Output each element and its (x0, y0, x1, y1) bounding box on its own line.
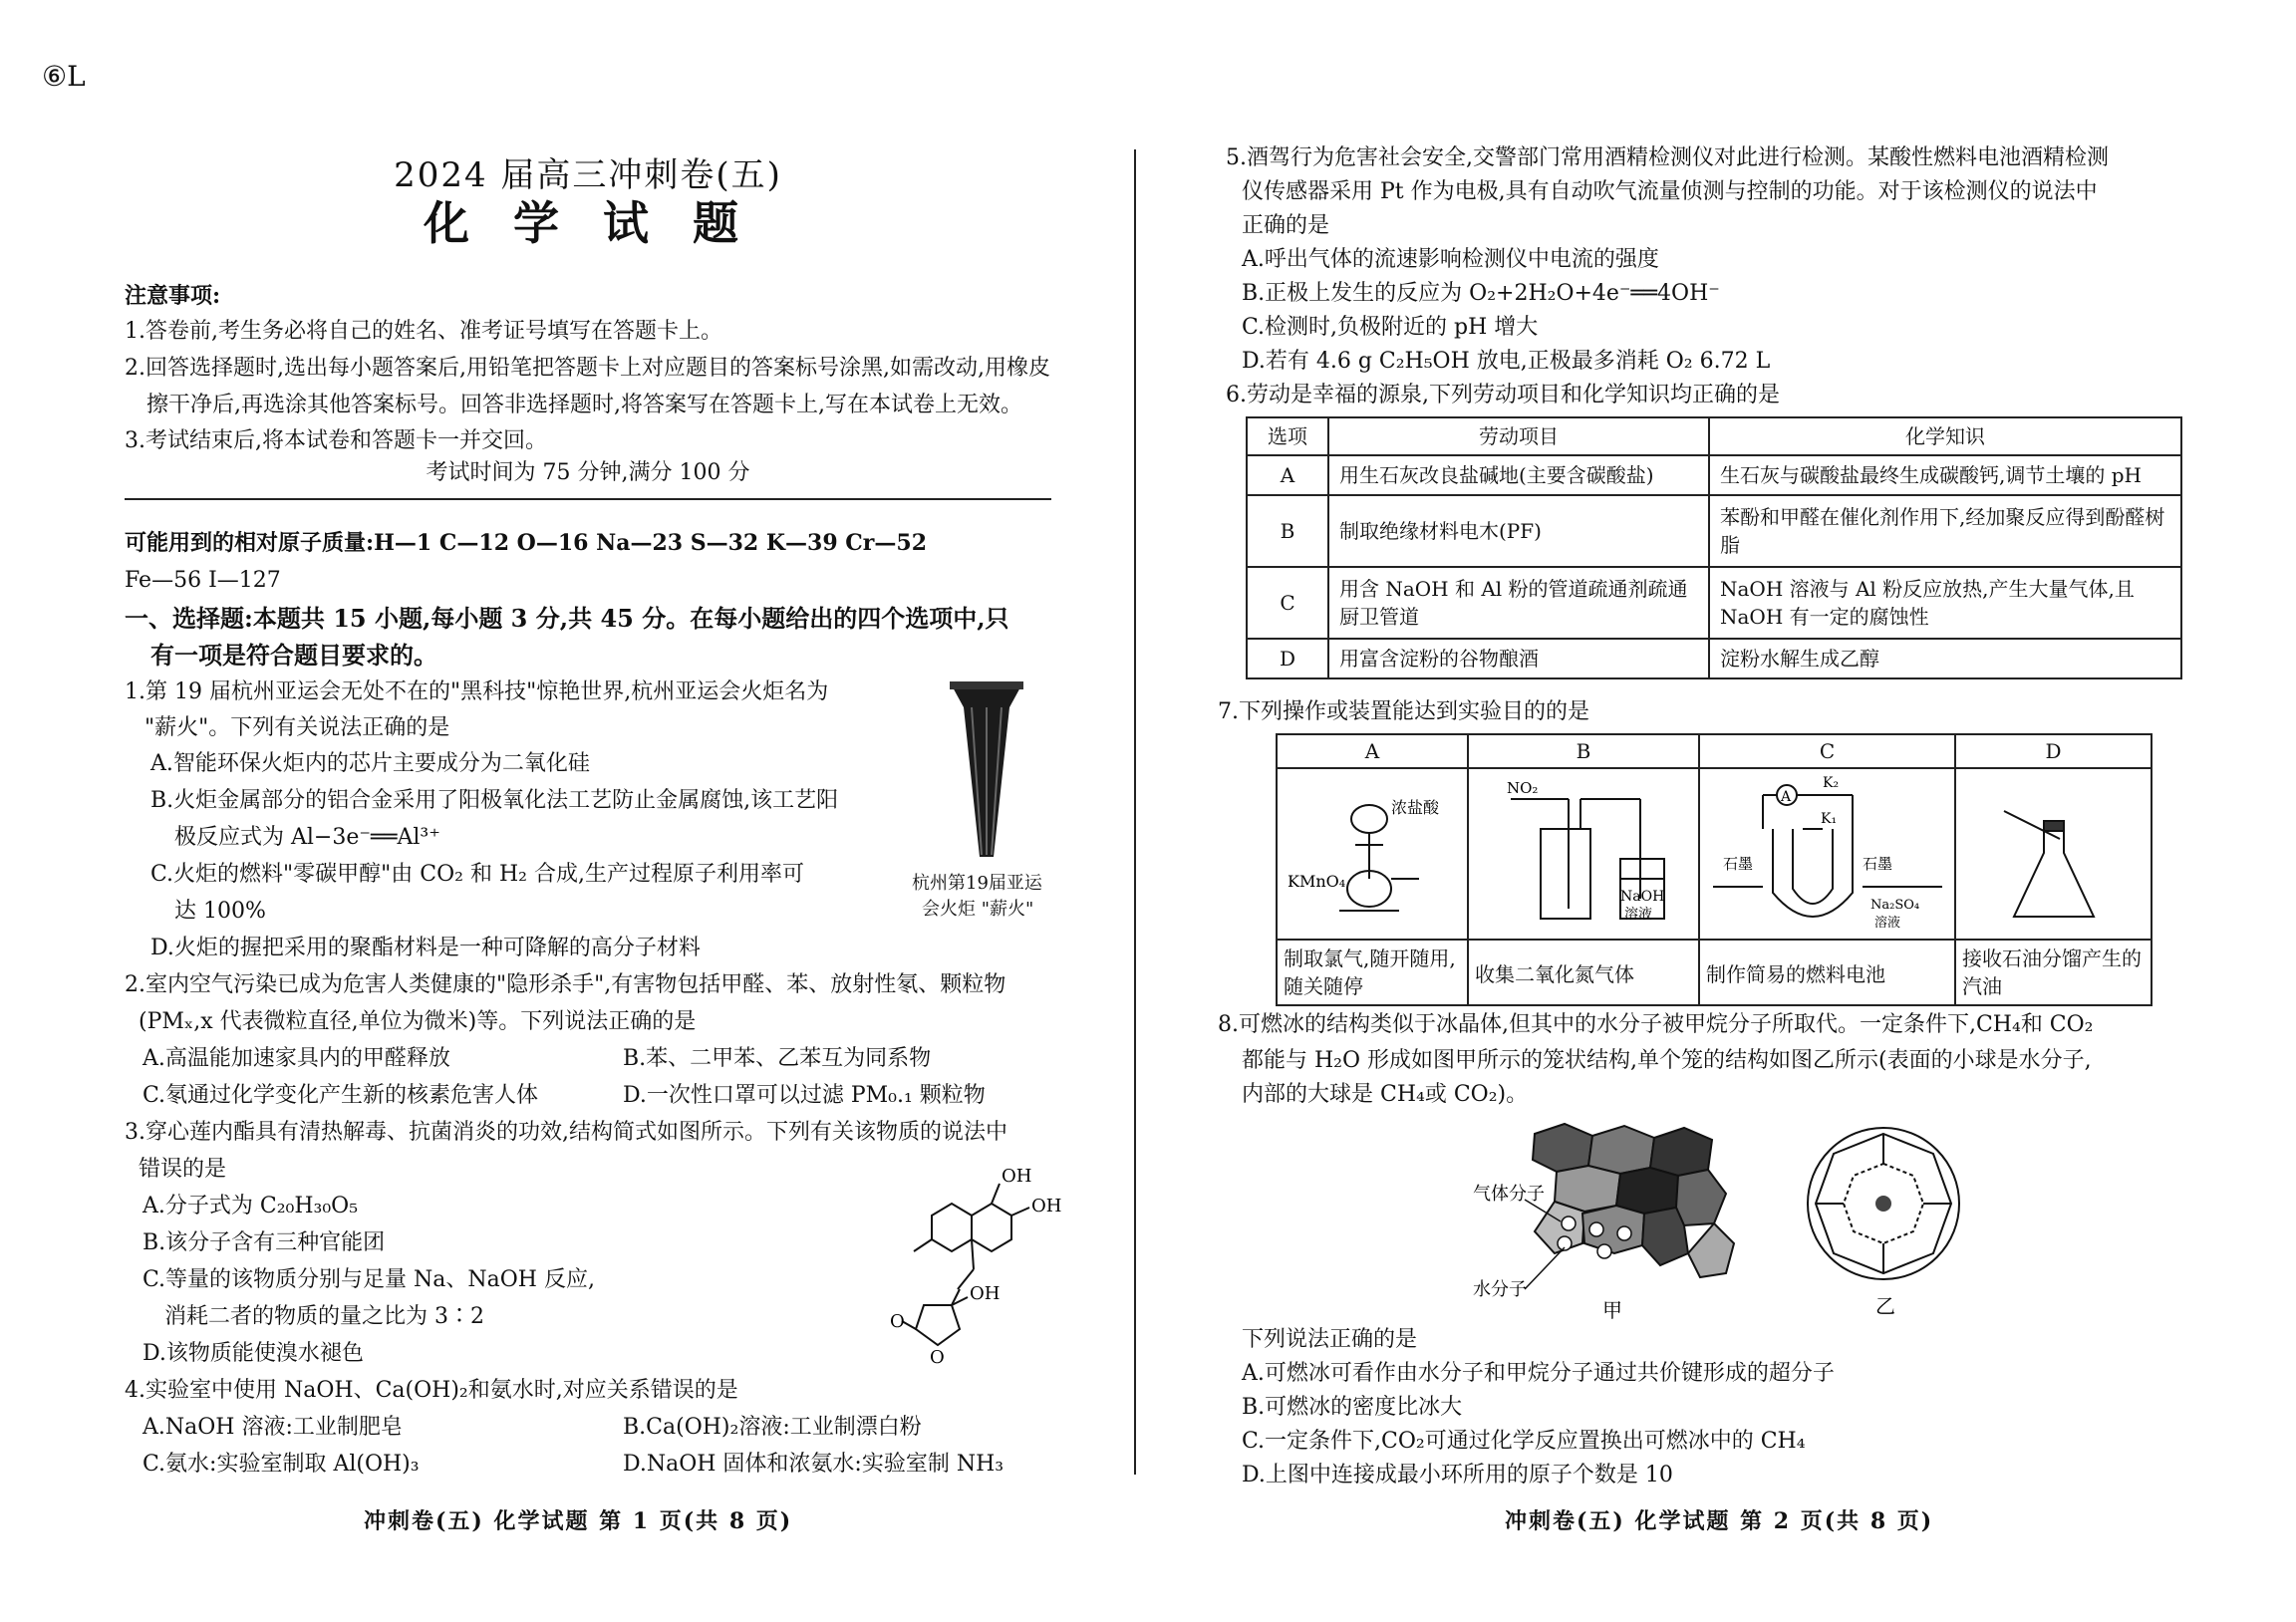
q2-option-d: D.一次性口罩可以过滤 PM₀.₁ 颗粒物 (623, 1083, 986, 1108)
q4-option-a: A.NaOH 溶液:工业制肥皂 (143, 1415, 403, 1440)
andrographolide-structure (890, 1166, 1062, 1368)
q8-option-b: B.可燃冰的密度比冰大 (1242, 1395, 1463, 1420)
q3-label-o-2: O (930, 1347, 945, 1368)
q1-option-a: A.智能环保火炬内的芯片主要成分为二氧化硅 (150, 751, 590, 776)
section1-heading: 一、选择题:本题共 15 小题,每小题 3 分,共 45 分。在每小题给出的四个选项中,只 (125, 604, 1009, 633)
q3-option-b: B.该分子含有三种官能团 (143, 1230, 386, 1255)
notice-item-1: 1.答卷前,考生务必将自己的姓名、准考证号填写在答题卡上。 (125, 319, 722, 344)
clathrate-figure-jia (1465, 1114, 1774, 1323)
q6-cell-labor: 用含 NaOH 和 Al 粉的管道疏通剂疏通厨卫管道 (1328, 567, 1709, 639)
q7-figure-a (1277, 768, 1468, 940)
chlorine-apparatus (1280, 769, 1465, 934)
notice-item-3: 3.考试结束后,将本试卷和答题卡一并交回。 (125, 428, 547, 453)
q6-row-d (1247, 639, 2181, 678)
q6-cell-labor: 用富含淀粉的谷物酿酒 (1328, 639, 1709, 678)
footer-right: 冲刺卷(五) 化学试题 第 2 页(共 8 页) (1505, 1508, 1934, 1534)
q4-option-d: D.NaOH 固体和浓氨水:实验室制 NH₃ (623, 1452, 1004, 1477)
q5-stem: 5.酒驾行为危害社会安全,交警部门常用酒精检测仪对此进行检测。某酸性燃料电池酒精检测 (1226, 145, 2109, 170)
q6-row-b (1247, 495, 2181, 567)
label-jia: 甲 (1602, 1298, 1622, 1322)
q6-cell-knowledge: 淀粉水解生成乙醇 (1709, 639, 2181, 678)
flask-apparatus (1964, 769, 2144, 934)
q7-header-a: A (1277, 734, 1468, 768)
q6-table (1246, 416, 2182, 679)
q6-cell-opt: B (1247, 495, 1328, 567)
torch-caption-2: 会火炬 "薪火" (922, 899, 1034, 920)
atomic-mass-text: 可能用到的相对原子质量:H—1 C—12 O—16 Na—23 S—32 K—39 Cr—52 (125, 530, 928, 556)
q6-cell-labor: 制取绝缘材料电木(PF) (1328, 495, 1709, 567)
q6-cell-knowledge: NaOH 溶液与 Al 粉反应放热,产生大量气体,且 NaOH 有一定的腐蚀性 (1709, 567, 2181, 639)
notice-divider (125, 498, 1051, 500)
q6-header-row (1247, 417, 2181, 455)
torch-caption-1: 杭州第19届亚运 (912, 873, 1042, 894)
q7-header-c: C (1699, 734, 1955, 768)
q6-row-c (1247, 567, 2181, 639)
label-solution-c: 溶液 (1873, 916, 1900, 931)
label-water-molecule: 水分子 (1473, 1279, 1527, 1300)
no2-apparatus (1471, 769, 1696, 934)
q6-cell-opt: D (1247, 639, 1328, 678)
q7-figure-b (1468, 768, 1699, 940)
q7-table (1276, 733, 2152, 1006)
exam-time: 考试时间为 75 分钟,满分 100 分 (426, 460, 750, 485)
q7-header-b: B (1468, 734, 1699, 768)
q3-stem-cont: 错误的是 (139, 1157, 227, 1182)
q7-stem: 7.下列操作或装置能达到实验目的的是 (1218, 699, 1589, 724)
q7-figure-d (1955, 768, 2152, 940)
q8-stem-cont1: 都能与 H₂O 形成如图甲所示的笼状结构,单个笼的结构如图乙所示(表面的小球是水分子, (1242, 1048, 2092, 1073)
q8-option-a: A.可燃冰可看作由水分子和甲烷分子通过共价键形成的超分子 (1242, 1361, 1835, 1386)
q8-option-c: C.一定条件下,CO₂可通过化学反应置换出可燃冰中的 CH₄ (1242, 1429, 1806, 1454)
q5-stem-cont1: 仪传感器采用 Pt 作为电极,具有自动吹气流量侦测与控制的功能。对于该检测仪的说法中 (1242, 179, 2098, 204)
q3-stem: 3.穿心莲内酯具有清热解毒、抗菌消炎的功效,结构简式如图所示。下列有关该物质的说法中 (125, 1120, 1007, 1145)
q4-option-b: B.Ca(OH)₂溶液:工业制漂白粉 (623, 1415, 922, 1440)
q3-label-oh-2: OH (1031, 1196, 1062, 1216)
q6-cell-opt: A (1247, 455, 1328, 495)
q5-option-a: A.呼出气体的流速影响检测仪中电流的强度 (1242, 247, 1659, 272)
label-k1: K₁ (1820, 811, 1837, 827)
q8-stem: 8.可燃冰的结构类似于冰晶体,但其中的水分子被甲烷分子所取代。一定条件下,CH₄和 CO₂ (1218, 1012, 2094, 1037)
q1-option-b-cont: 极反应式为 Al−3e⁻══Al³⁺ (174, 825, 440, 850)
q2-stem: 2.室内空气污染已成为危害人类健康的"隐形杀手",有害物包括甲醛、苯、放射性氡、颗粒物 (125, 972, 1006, 997)
q3-option-c-cont: 消耗二者的物质的量之比为 3∶2 (164, 1304, 484, 1329)
q6-header-labor: 劳动项目 (1328, 417, 1709, 455)
label-conc-hcl: 浓盐酸 (1391, 798, 1440, 817)
q5-option-d: D.若有 4.6 g C₂H₅OH 放电,正极最多消耗 O₂ 6.72 L (1242, 349, 1771, 374)
q8-prompt: 下列说法正确的是 (1242, 1327, 1418, 1352)
q4-stem: 4.实验室中使用 NaOH、Ca(OH)₂和氨水时,对应关系错误的是 (125, 1378, 738, 1403)
exam-title: 2024 届高三冲刺卷(五) (394, 155, 782, 195)
q6-cell-labor: 用生石灰改良盐碱地(主要含碳酸盐) (1328, 455, 1709, 495)
q5-option-c: C.检测时,负极附近的 pH 增大 (1242, 315, 1539, 340)
q3-option-a: A.分子式为 C₂₀H₃₀O₅ (143, 1194, 359, 1218)
label-kmno4: KMnO₄ (1288, 872, 1346, 891)
label-graphite-right: 石墨 (1862, 855, 1892, 873)
q2-option-a: A.高温能加速家具内的甲醛释放 (143, 1046, 450, 1071)
atomic-mass-line2: Fe—56 I—127 (125, 568, 281, 593)
label-k2: K₂ (1822, 775, 1839, 791)
q2-option-c: C.氡通过化学变化产生新的核素危害人体 (143, 1083, 539, 1108)
q7-caption-a: 制取氯气,随开随用,随关随停 (1277, 940, 1468, 1005)
q6-stem: 6.劳动是幸福的源泉,下列劳动项目和化学知识均正确的是 (1226, 383, 1780, 407)
label-naoh: NaOH (1620, 889, 1665, 905)
q1-option-b: B.火炬金属部分的铝合金采用了阳极氧化法工艺防止金属腐蚀,该工艺阳 (150, 788, 839, 813)
q6-header-option: 选项 (1247, 417, 1328, 455)
q7-caption-row (1277, 940, 2152, 1005)
q7-figure-row (1277, 768, 2152, 940)
torch-image (932, 677, 1041, 867)
label-na2so4: Na₂SO₄ (1869, 898, 1919, 913)
q7-figure-c (1699, 768, 1955, 940)
label-solution-b: 溶液 (1624, 907, 1652, 923)
notice-heading: 注意事项: (125, 283, 221, 309)
q1-option-d: D.火炬的握把采用的聚酯材料是一种可降解的高分子材料 (150, 936, 701, 960)
q4-option-c: C.氨水:实验室制取 Al(OH)₃ (143, 1452, 420, 1477)
q5-stem-cont2: 正确的是 (1242, 213, 1330, 238)
q6-row-a (1247, 455, 2181, 495)
label-yi: 乙 (1875, 1294, 1895, 1318)
q2-option-b: B.苯、二甲苯、乙苯互为同系物 (623, 1046, 932, 1071)
q6-cell-knowledge: 生石灰与碳酸盐最终生成碳酸钙,调节土壤的 pH (1709, 455, 2181, 495)
q3-option-d: D.该物质能使溴水褪色 (143, 1341, 364, 1366)
q3-option-c: C.等量的该物质分别与足量 Na、NaOH 反应, (143, 1267, 595, 1292)
q7-header-d: D (1955, 734, 2152, 768)
q3-label-oh-1: OH (1002, 1166, 1032, 1187)
q3-label-o-1: O (890, 1311, 905, 1332)
q8-option-d: D.上图中连接成最小环所用的原子个数是 10 (1242, 1463, 1673, 1487)
q6-cell-knowledge: 苯酚和甲醛在催化剂作用下,经加聚反应得到酚醛树脂 (1709, 495, 2181, 567)
q5-option-b: B.正极上发生的反应为 O₂+2H₂O+4e⁻══4OH⁻ (1242, 281, 1720, 306)
label-graphite-left: 石墨 (1722, 855, 1753, 873)
q1-stem-cont: "薪火"。下列有关说法正确的是 (144, 715, 450, 740)
column-divider (1134, 149, 1136, 1475)
label-ammeter: A (1780, 789, 1791, 805)
corner-mark: ⑥L (42, 60, 86, 93)
notice-item-2: 2.回答选择题时,选出每小题答案后,用铅笔把答题卡上对应题目的答案标号涂黑,如需改动,用橡皮 (125, 356, 1050, 381)
label-no2: NO₂ (1507, 779, 1539, 797)
q1-option-c-cont: 达 100% (174, 899, 266, 924)
subject-title: 化 学 试 题 (423, 196, 753, 250)
q1-option-c: C.火炬的燃料"零碳甲醇"由 CO₂ 和 H₂ 合成,生产过程原子利用率可 (150, 862, 804, 887)
label-gas-molecule: 气体分子 (1473, 1184, 1545, 1205)
q7-caption-c: 制作简易的燃料电池 (1699, 940, 1955, 1005)
footer-left: 冲刺卷(五) 化学试题 第 1 页(共 8 页) (364, 1508, 793, 1534)
section1-heading-cont: 有一项是符合题目要求的。 (150, 641, 437, 670)
q8-stem-cont2: 内部的大球是 CH₄或 CO₂)。 (1242, 1082, 1529, 1107)
q2-stem-cont: (PMₓ,x 代表微粒直径,单位为微米)等。下列说法正确的是 (139, 1009, 697, 1034)
clathrate-figure-yi (1784, 1114, 1983, 1323)
q6-cell-opt: C (1247, 567, 1328, 639)
q7-header-row (1277, 734, 2152, 768)
notice-item-2-cont: 擦干净后,再选涂其他答案标号。回答非选择题时,将答案写在答题卡上,写在本试卷上无效。 (146, 393, 1022, 417)
fuel-cell-apparatus (1703, 769, 1952, 934)
q7-caption-d: 接收石油分馏产生的汽油 (1955, 940, 2152, 1005)
atomic-mass-line1 (125, 528, 927, 559)
q6-header-knowledge: 化学知识 (1709, 417, 2181, 455)
q7-caption-b: 收集二氧化氮气体 (1468, 940, 1699, 1005)
q1-stem: 1.第 19 届杭州亚运会无处不在的"黑科技"惊艳世界,杭州亚运会火炬名为 (125, 679, 829, 704)
q3-label-oh-3: OH (970, 1283, 1001, 1304)
